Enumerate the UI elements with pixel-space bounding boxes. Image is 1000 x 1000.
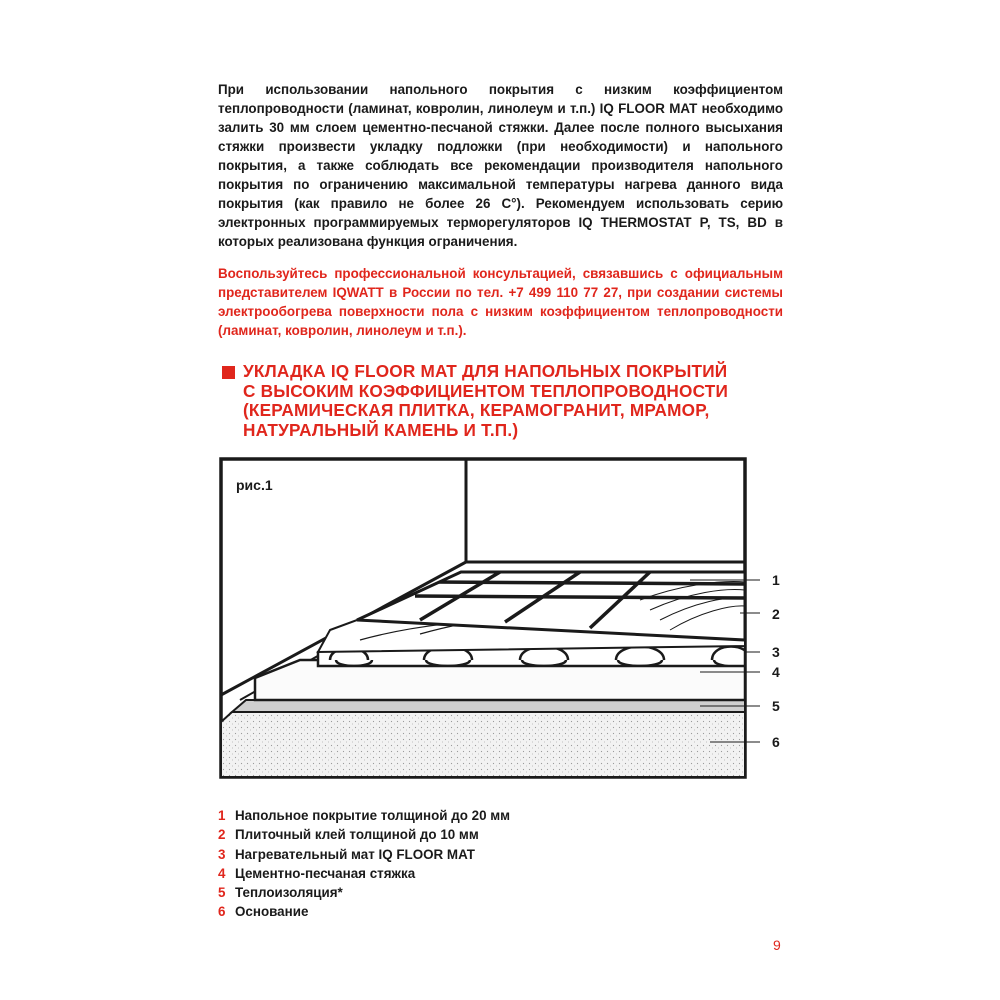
legend-number: 3 (218, 846, 226, 862)
legend-number: 2 (218, 827, 226, 843)
legend-text: Плиточный клей толщиной до 10 мм (235, 827, 479, 843)
paragraph-line: Воспользуйтесь профессиональной консультацией, связавшись с официальным (218, 266, 783, 281)
legend-text: Нагревательный мат IQ FLOOR MAT (235, 846, 475, 862)
legend-text: Напольное покрытие толщиной до 20 мм (235, 808, 511, 823)
legend-item (218, 845, 510, 864)
paragraph-line: стяжки произвести укладку подложки (при необходимости) и напольного (218, 139, 783, 154)
legend-number: 6 (218, 904, 226, 920)
callout-number: 3 (772, 644, 780, 660)
legend-item (218, 825, 510, 844)
paragraph-line: покрытия по ограничению максимальной температуры нагрева данного вида (218, 177, 783, 192)
legend-item (218, 902, 510, 921)
legend-number: 1 (218, 808, 226, 823)
paragraph-line: При использовании напольного покрытия с низким коэффициентом (218, 82, 783, 97)
paragraph-line: теплопроводности (ламинат, ковролин, линолеум и т.п.) IQ FLOOR MAT необходимо (218, 101, 783, 116)
legend-item (218, 806, 510, 825)
legend-text: Теплоизоляция* (235, 885, 343, 901)
legend-text: Основание (235, 904, 309, 920)
figure-legend (218, 806, 510, 922)
paragraph-line: электрообогрева поверхности пола с низким коэффициентом теплопроводности (218, 304, 783, 319)
paragraph-line: (ламинат, ковролин, линолеум и т.п.). (218, 323, 467, 338)
legend-number: 5 (218, 885, 226, 901)
paragraph-line: покрытия (как правило не более 26 С°). Рекомендуем использовать серию (218, 196, 783, 211)
legend-number: 4 (218, 865, 226, 881)
callout-number: 1 (772, 572, 780, 588)
paragraph-line: представителем IQWATT в России по тел. +7 499 110 77 27, при создании системы (218, 285, 783, 300)
legend-text: Цементно-песчаная стяжка (235, 865, 416, 881)
layer-base (221, 712, 745, 777)
figure-caption: рис.1 (236, 477, 273, 493)
legend-item (218, 864, 510, 883)
callout-number: 4 (772, 664, 780, 680)
callout-number: 2 (772, 606, 780, 622)
callout-number: 6 (772, 734, 780, 750)
layer-insulation (232, 700, 745, 712)
paragraph-line: электронных программируемых терморегуляторов IQ THERMOSTAT P, TS, BD в (218, 215, 783, 230)
paragraph-line: которых реализована функция ограничения. (218, 234, 518, 249)
paragraph-line: покрытия, а также соблюдать все рекомендации производителя напольного (218, 158, 783, 173)
page-number: 9 (773, 937, 781, 953)
callout-number: 5 (772, 698, 780, 714)
legend-item (218, 883, 510, 902)
paragraph-line: залить 30 мм слоем цементно-песчаной стяжки. Далее после полного высыхания (218, 120, 783, 135)
section-heading-text: УКЛАДКА IQ FLOOR MAT ДЛЯ НАПОЛЬНЫХ ПОКРЫТИЙ С ВЫСОКИМ КОЭФФИЦИЕНТОМ ТЕПЛОПРОВОДНОСТИ (КЕРАМИЧЕСКАЯ ПЛИТКА, КЕРАМОГРАНИТ, МРАМОР, НАТУРАЛЬНЫЙ КАМЕНЬ И Т.П.) (243, 361, 729, 440)
